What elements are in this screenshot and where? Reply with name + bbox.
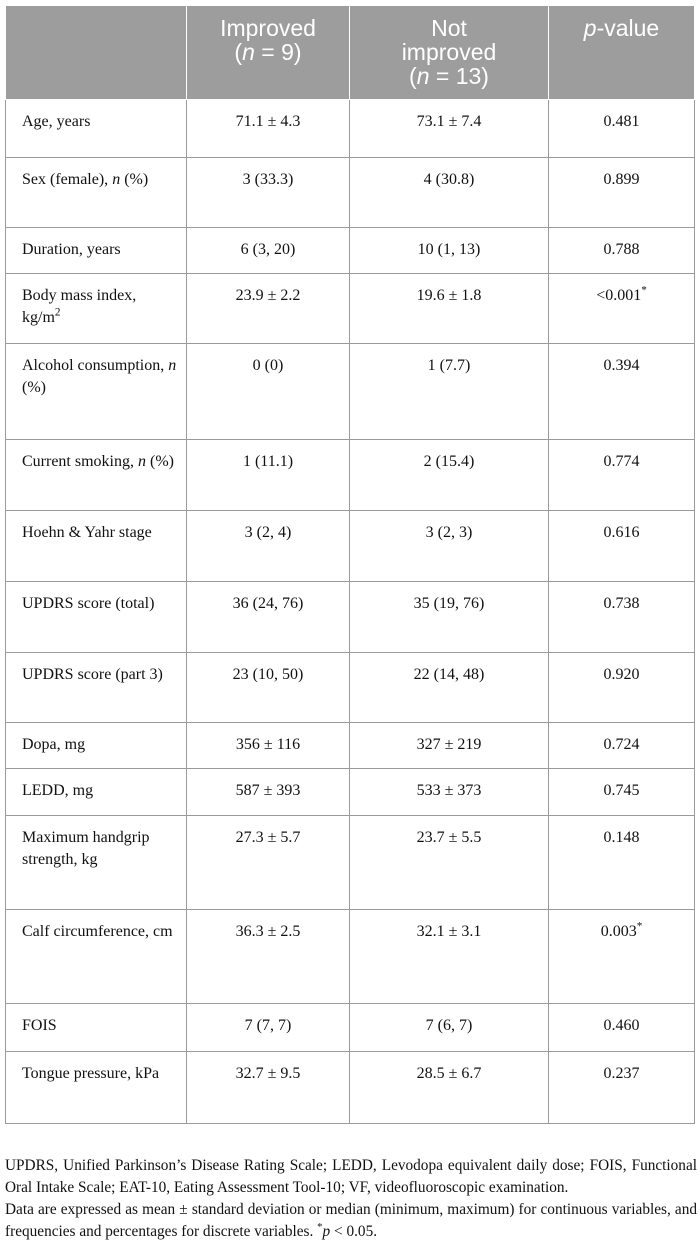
footnote-data-description: Data are expressed as mean ± standard deviation or median (minimum, maximum) for continuous variables, and frequencies and percentages for discrete variables. *p < 0.05. <box>5 1201 697 1240</box>
table-row <box>6 653 695 723</box>
row-label: Hoehn & Yahr stage <box>6 511 187 582</box>
table-row <box>6 440 695 511</box>
table-row <box>6 511 695 582</box>
cell-not-improved: 32.1 ± 3.1 <box>350 910 549 1004</box>
table-row <box>6 100 695 158</box>
cell-p-value: 0.774 <box>549 440 695 511</box>
header-improved: Improved (n = 9) <box>187 6 350 100</box>
cell-p-value: 0.394 <box>549 344 695 440</box>
table-row <box>6 910 695 1004</box>
cell-not-improved: 1 (7.7) <box>350 344 549 440</box>
table-row <box>6 816 695 910</box>
cell-improved: 23.9 ± 2.2 <box>187 274 350 344</box>
cell-improved: 27.3 ± 5.7 <box>187 816 350 910</box>
row-label: FOIS <box>6 1004 187 1052</box>
cell-p-value: 0.148 <box>549 816 695 910</box>
cell-improved: 23 (10, 50) <box>187 653 350 723</box>
cell-not-improved: 2 (15.4) <box>350 440 549 511</box>
table-row <box>6 582 695 653</box>
cell-improved: 32.7 ± 9.5 <box>187 1052 350 1124</box>
cell-improved: 3 (33.3) <box>187 158 350 228</box>
cell-not-improved: 4 (30.8) <box>350 158 549 228</box>
cell-p-value: 0.920 <box>549 653 695 723</box>
cell-p-value: 0.738 <box>549 582 695 653</box>
row-label: Duration, years <box>6 228 187 274</box>
cell-p-value: 0.616 <box>549 511 695 582</box>
row-label: LEDD, mg <box>6 769 187 816</box>
cell-improved: 1 (11.1) <box>187 440 350 511</box>
row-label: Calf circumference, cm <box>6 910 187 1004</box>
table-container <box>5 5 694 1124</box>
row-label: Body mass index, $kg/m^2$ <box>6 274 187 344</box>
row-label: Maximum handgrip strength, kg <box>6 816 187 910</box>
row-label: UPDRS score (total) <box>6 582 187 653</box>
cell-p-value: 0.899 <box>549 158 695 228</box>
cell-not-improved: 7 (6, 7) <box>350 1004 549 1052</box>
table-header-row <box>6 6 695 100</box>
cell-p-value: 0.003* <box>549 910 695 1004</box>
row-label: Tongue pressure, kPa <box>6 1052 187 1124</box>
row-label: UPDRS score (part 3) <box>6 653 187 723</box>
table-row <box>6 1004 695 1052</box>
cell-not-improved: 19.6 ± 1.8 <box>350 274 549 344</box>
cell-improved: 356 ± 116 <box>187 723 350 769</box>
cell-p-value: 0.481 <box>549 100 695 158</box>
cell-not-improved: 327 ± 219 <box>350 723 549 769</box>
row-label: Dopa, mg <box>6 723 187 769</box>
cell-improved: 3 (2, 4) <box>187 511 350 582</box>
row-label: Current smoking, n (%) <box>6 440 187 511</box>
table-row <box>6 228 695 274</box>
cell-not-improved: 23.7 ± 5.5 <box>350 816 549 910</box>
row-label: Age, years <box>6 100 187 158</box>
cell-not-improved: 22 (14, 48) <box>350 653 549 723</box>
cell-p-value: 0.724 <box>549 723 695 769</box>
header-improved-label: Improved <box>220 15 316 41</box>
cell-not-improved: 35 (19, 76) <box>350 582 549 653</box>
table-row <box>6 158 695 228</box>
cell-not-improved: 533 ± 373 <box>350 769 549 816</box>
header-p-value: p-value <box>549 6 695 100</box>
cell-not-improved: 73.1 ± 7.4 <box>350 100 549 158</box>
header-not-improved: Not improved (n = 13) <box>350 6 549 100</box>
cell-not-improved: 10 (1, 13) <box>350 228 549 274</box>
comparison-table <box>5 5 695 1124</box>
cell-p-value: 0.460 <box>549 1004 695 1052</box>
cell-p-value: <0.001* <box>549 274 695 344</box>
table-row <box>6 723 695 769</box>
cell-improved: 36 (24, 76) <box>187 582 350 653</box>
table-row <box>6 1052 695 1124</box>
table-row <box>6 274 695 344</box>
row-label: Alcohol consumption, n (%) <box>6 344 187 440</box>
header-variable <box>6 6 187 100</box>
footnote-abbreviations: UPDRS, Unified Parkinson’s Disease Rating Scale; LEDD, Levodopa equivalent daily dose; FOIS, Functional Oral Intake Scale; EAT-10, Eating Assessment Tool-10; VF, videofluoroscopic examination. <box>5 1157 697 1196</box>
cell-improved: 6 (3, 20) <box>187 228 350 274</box>
table-row <box>6 344 695 440</box>
cell-not-improved: 3 (2, 3) <box>350 511 549 582</box>
table-footnote <box>5 1155 697 1243</box>
cell-improved: 36.3 ± 2.5 <box>187 910 350 1004</box>
cell-not-improved: 28.5 ± 6.7 <box>350 1052 549 1124</box>
row-label: Sex (female), n (%) <box>6 158 187 228</box>
cell-improved: 587 ± 393 <box>187 769 350 816</box>
cell-p-value: 0.788 <box>549 228 695 274</box>
cell-improved: 71.1 ± 4.3 <box>187 100 350 158</box>
cell-p-value: 0.237 <box>549 1052 695 1124</box>
cell-improved: 7 (7, 7) <box>187 1004 350 1052</box>
cell-improved: 0 (0) <box>187 344 350 440</box>
table-row <box>6 769 695 816</box>
cell-p-value: 0.745 <box>549 769 695 816</box>
